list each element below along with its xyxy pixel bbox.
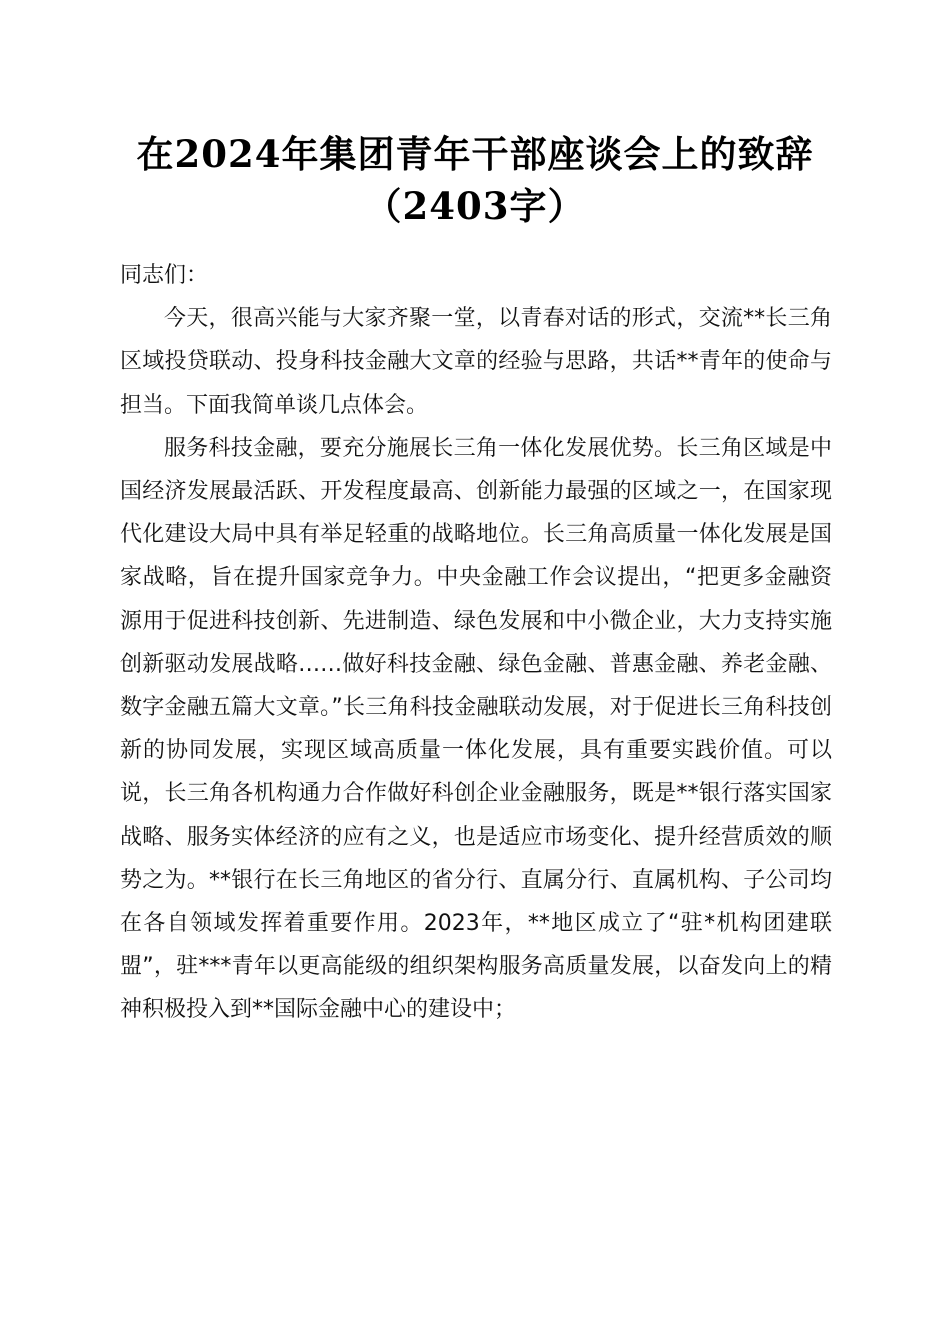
salutation: 同志们： <box>120 263 209 288</box>
paragraph-opening: 今天，很高兴能与大家齐聚一堂，以青春对话的形式，交流**长三角区域投贷联动、投身科技金融大文章的经验与思路，共话**青年的使命与担当。下面我简单谈几点体会。 <box>120 306 832 418</box>
title-word-count: （2403字） <box>364 184 586 228</box>
title-main: 在2024年集团青年干部座谈会上的致辞 <box>136 132 814 176</box>
document-body <box>120 254 832 1032</box>
paragraph-tech-finance: 服务科技金融，要充分施展长三角一体化发展优势。长三角区域是中国经济发展最活跃、开发程度最高、创新能力最强的区域之一，在国家现代化建设大局中具有举足轻重的战略地位。长三角高质量一体化发展是国家战略，旨在提升国家竞争力。中央金融工作会议提出，“把更多金融资源用于促进科技创新、先进制造、绿色发展和中小微企业，大力支持实施创新驱动发展战略……做好科技金融、绿色金融、普惠金融、养老金融、数字金融五篇大文章。”长三角科技金融联动发展，对于促进长三角科技创新的协同发展，实现区域高质量一体化发展，具有重要实践价值。可以说，长三角各机构通力合作做好科创企业金融服务，既是**银行落实国家战略、服务实体经济的应有之义，也是适应市场变化、提升经营质效的顺势之为。**银行在长三角地区的省分行、直属分行、直属机构、子公司均在各自领域发挥着重要作用。2023年，**地区成立了“驻*机构团建联盟”，驻***青年以更高能级的组织架构服务高质量发展，以奋发向上的精神积极投入到**国际金融中心的建设中； <box>120 435 832 1023</box>
document-title <box>0 128 950 232</box>
